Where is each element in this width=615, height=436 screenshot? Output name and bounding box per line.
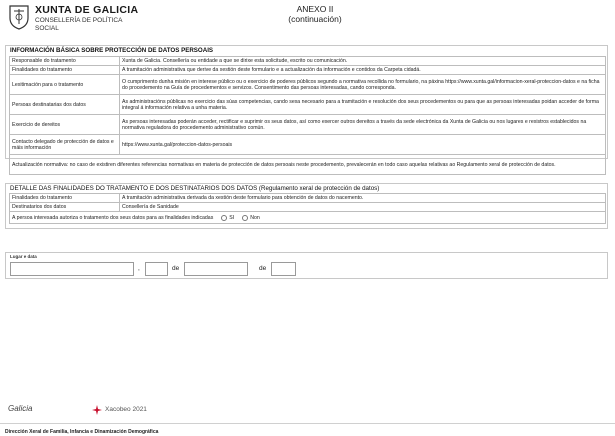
year-input[interactable] [271, 262, 296, 276]
place-date-section [5, 252, 608, 279]
day-input[interactable] [145, 262, 168, 276]
row-label: Finalidades do tratamento [10, 194, 120, 203]
data-protection-info-section [5, 45, 608, 168]
row-value: O cumprimento dunha misión en interese público ou o exercicio de poderes públicos segundo a normativa recollida no formulario, na páxina https://www.xunta.gal/informacion-xeral-proteccion-datos e na ficha do procedemento na Guía de procedementos e servizos. Consentimento das persoas interesadas, cando corresponda. [120, 75, 606, 95]
table-row [10, 203, 606, 212]
radio-no[interactable] [242, 215, 248, 221]
radio-yes[interactable] [221, 215, 227, 221]
consent-row [10, 212, 606, 224]
row-value: A tramitación administrativa que derive da xestión deste formulario e a actualización da información e contidos da Carpeta cidadá. [120, 66, 606, 75]
purposes-detail-section [5, 183, 608, 229]
section-title: DETALLE DAS FINALIDADES DO TRATAMENTO E DOS DESTINATARIOS DOS DATOS (Regulamento xeral de protección de datos) [10, 185, 380, 192]
org-name: XUNTA DE GALICIA [35, 4, 139, 16]
de-separator-1: de [172, 265, 180, 272]
month-input[interactable] [184, 262, 248, 276]
annex-heading [270, 4, 360, 24]
annex-subtitle: (continuación) [288, 14, 342, 24]
row-label: Persoas destinatarias dos datos [10, 95, 120, 115]
row-value: Consellería de Sanidade [120, 203, 606, 212]
galicia-logo: Galicia [8, 404, 33, 413]
row-label: Finalidades do tratamento [10, 66, 120, 75]
row-label: Destinatarios dos datos [10, 203, 120, 212]
option-no-label: Non [250, 214, 260, 221]
row-value: A tramitación administrativa derivada da xestión deste formulario para obtención de datos do nacemento. [120, 194, 606, 203]
xacobeo-icon [92, 405, 102, 415]
table-row [10, 75, 606, 95]
directorate-name: Dirección Xeral de Familia, Infancia e Dinamización Demográfica [5, 429, 159, 435]
row-value: As administracións públicas no exercicio das súas competencias, cando sexa necesario para a tramitación e resolución dos seus procedementos ou para que as persoas interesadas poidan acceder de forma integral á información relativa a unha materia. [120, 95, 606, 115]
comma-separator: , [138, 265, 140, 272]
table-row [10, 66, 606, 75]
row-value: As persoas interesadas poderán acceder, rectificar e suprimir os seus datos, así como exercer outros dereitos a través da sede electrónica da Xunta de Galicia ou nos lugares e rexistros establecidos na normativa reguladora do procedemento administrativo común. [120, 115, 606, 135]
xunta-logo [8, 3, 158, 37]
table-row [10, 57, 606, 66]
consent-option-no[interactable] [242, 215, 260, 221]
row-label: Exercicio de dereitos [10, 115, 120, 135]
department-name: CONSELLERÍA DE POLÍTICA SOCIAL [35, 17, 123, 32]
footer-divider [0, 423, 615, 424]
table-row [10, 95, 606, 115]
row-value: Xunta de Galicia. Consellería ou entidade a que se dirixe esta solicitude, escrito ou comunicación. [120, 57, 606, 66]
xunta-shield-icon [8, 4, 30, 30]
option-yes-label: SI [229, 214, 235, 221]
table-row [10, 194, 606, 203]
section-title: INFORMACIÓN BÁSICA SOBRE PROTECCIÓN DE DATOS PERSOAIS [10, 47, 214, 54]
table-row [10, 155, 606, 175]
row-label: Responsable do tratamento [10, 57, 120, 66]
purposes-table [9, 193, 606, 224]
row-label: Contacto delegado de protección de datos e máis información [10, 135, 120, 155]
table-row [10, 135, 606, 155]
xacobeo-logo-text: Xacobeo 2021 [105, 406, 147, 413]
consent-option-yes[interactable] [221, 215, 234, 221]
table-row [10, 212, 606, 224]
row-label: Lexitimación para o tratamento [10, 75, 120, 95]
consent-group [12, 215, 603, 221]
table-row [10, 115, 606, 135]
data-protection-table [9, 56, 606, 175]
place-input[interactable] [10, 262, 134, 276]
annex-title: ANEXO II [296, 4, 334, 14]
row-value-link[interactable]: https://www.xunta.gal/proteccion-datos-persoais [120, 135, 606, 155]
normative-note: Actualización normativa: no caso de existiren diferentes referencias normativas en materia de protección de datos persoais neste procedemento, prevalecerán en todo caso aquelas relativas ao Regulamento xeral de protección de datos. [10, 155, 606, 175]
place-date-label: Lugar e data [10, 254, 37, 259]
de-separator-2: de [259, 265, 267, 272]
consent-label: A persoa interesada autoriza o tratamento dos seus datos para as finalidades indicadas [12, 214, 214, 221]
